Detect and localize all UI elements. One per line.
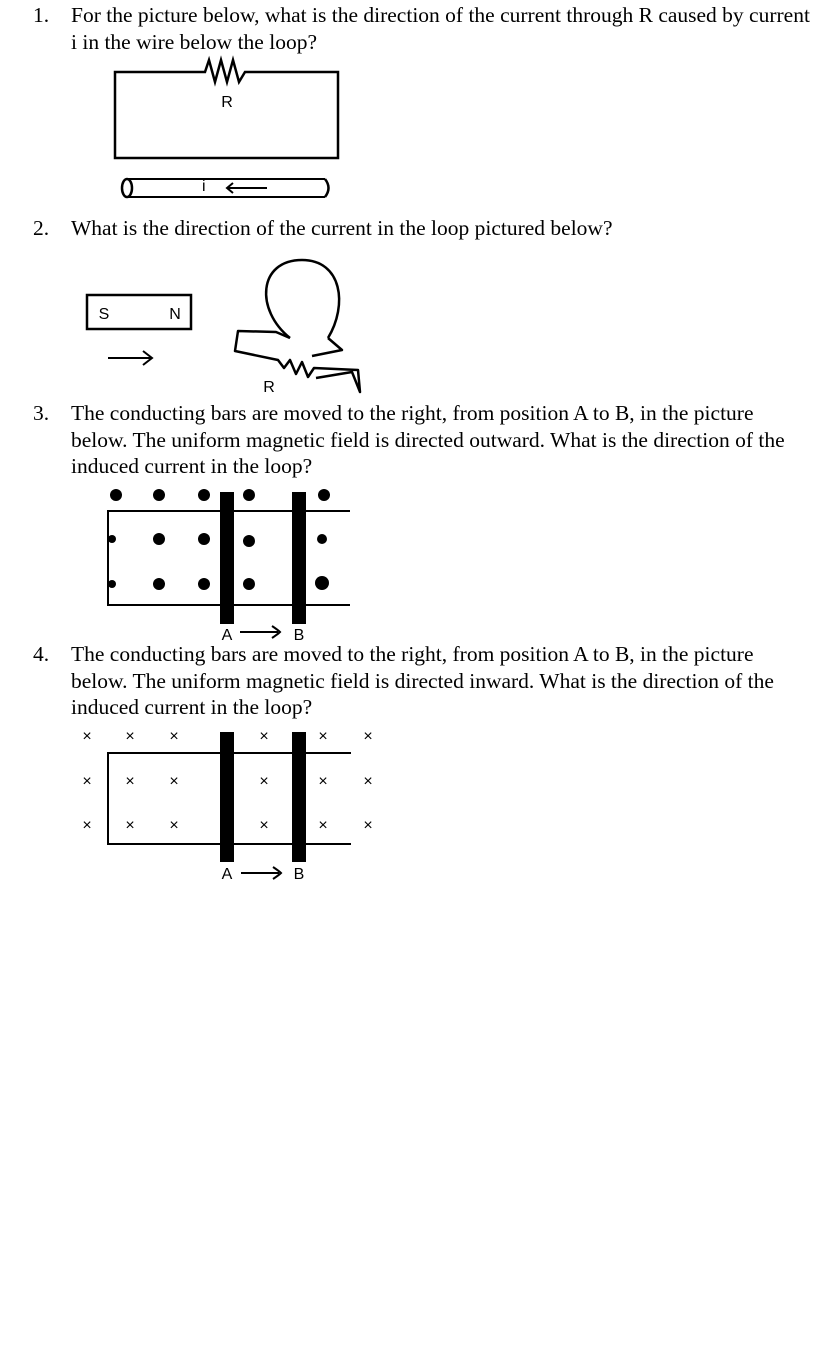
field-cross-icon: × [259,773,269,790]
figure-bars-field-outward [100,484,360,644]
loop-lead-lower [235,331,360,392]
field-cross-icon: × [363,728,373,745]
bar-b-label: B [293,866,305,883]
magnet-motion-arrow-icon [108,351,152,365]
field-dot-icon [198,489,210,501]
field-cross-icon: × [82,817,92,834]
field-cross-icon: × [363,817,373,834]
field-dot-icon [153,489,165,501]
question-text: For the picture below, what is the direction of the current through R caused by current i in the wire below the loop? [71,3,810,54]
field-dot-icon [315,576,329,590]
conducting-bar-a [220,732,234,862]
field-cross-icon: × [125,817,135,834]
conducting-bar-b [292,492,306,624]
resistor-label: R [263,379,275,396]
field-cross-icon: × [318,728,328,745]
field-dot-icon [243,535,255,547]
bar-b-label: B [293,627,305,644]
field-cross-icon: × [259,728,269,745]
field-cross-icon: × [318,773,328,790]
field-cross-icon: × [169,728,179,745]
figure-loop-with-wire [105,55,345,205]
field-cross-icon: × [125,728,135,745]
question-number: 4. [33,642,50,666]
conducting-bar-b [292,732,306,862]
field-dot-icon [317,534,327,544]
field-cross-icon: × [169,773,179,790]
question-number: 1. [33,3,50,27]
question-text: What is the direction of the current in the loop pictured below? [71,216,613,240]
question-text: The conducting bars are moved to the right, from position A to B, in the picture below. The uniform magnetic field is directed inward. What is the direction of the induced current in the loop? [71,642,774,719]
current-arrow-icon [227,183,267,193]
wire-loop [266,260,339,338]
field-dot-icon [243,578,255,590]
field-dot-icon [198,533,210,545]
magnet-north-label: N [169,306,181,323]
field-cross-icon: × [169,817,179,834]
motion-arrow-icon [240,626,280,638]
field-dot-icon [318,489,330,501]
field-dot-icon [110,489,122,501]
field-dot-icon [108,535,116,543]
figure-bars-field-inward [76,724,376,886]
field-cross-icon: × [82,728,92,745]
field-cross-icon: × [125,773,135,790]
field-dot-icon [198,578,210,590]
field-dot-icon [243,489,255,501]
field-dot-icon [108,580,116,588]
field-dot-icon [153,533,165,545]
conducting-bar-a [220,492,234,624]
question-number: 3. [33,401,50,425]
resistor-label: R [221,94,233,111]
question-number: 2. [33,216,50,240]
current-label: i [202,178,206,195]
field-cross-icon: × [318,817,328,834]
wire-end-right [325,179,329,197]
magnet-south-label: S [98,306,110,323]
field-cross-icon: × [363,773,373,790]
field-cross-icon: × [82,773,92,790]
field-dot-icon [153,578,165,590]
bar-a-label: A [221,627,233,644]
motion-arrow-icon [241,867,281,879]
field-cross-icon: × [259,817,269,834]
wire-end-left [122,179,132,197]
loop-lead-upper [312,338,342,356]
bar-a-label: A [221,866,233,883]
question-text: The conducting bars are moved to the right, from position A to B, in the picture below. The uniform magnetic field is directed outward. What is the direction of the induced current in the loop? [71,401,785,478]
figure-magnet-and-loop [80,255,380,400]
